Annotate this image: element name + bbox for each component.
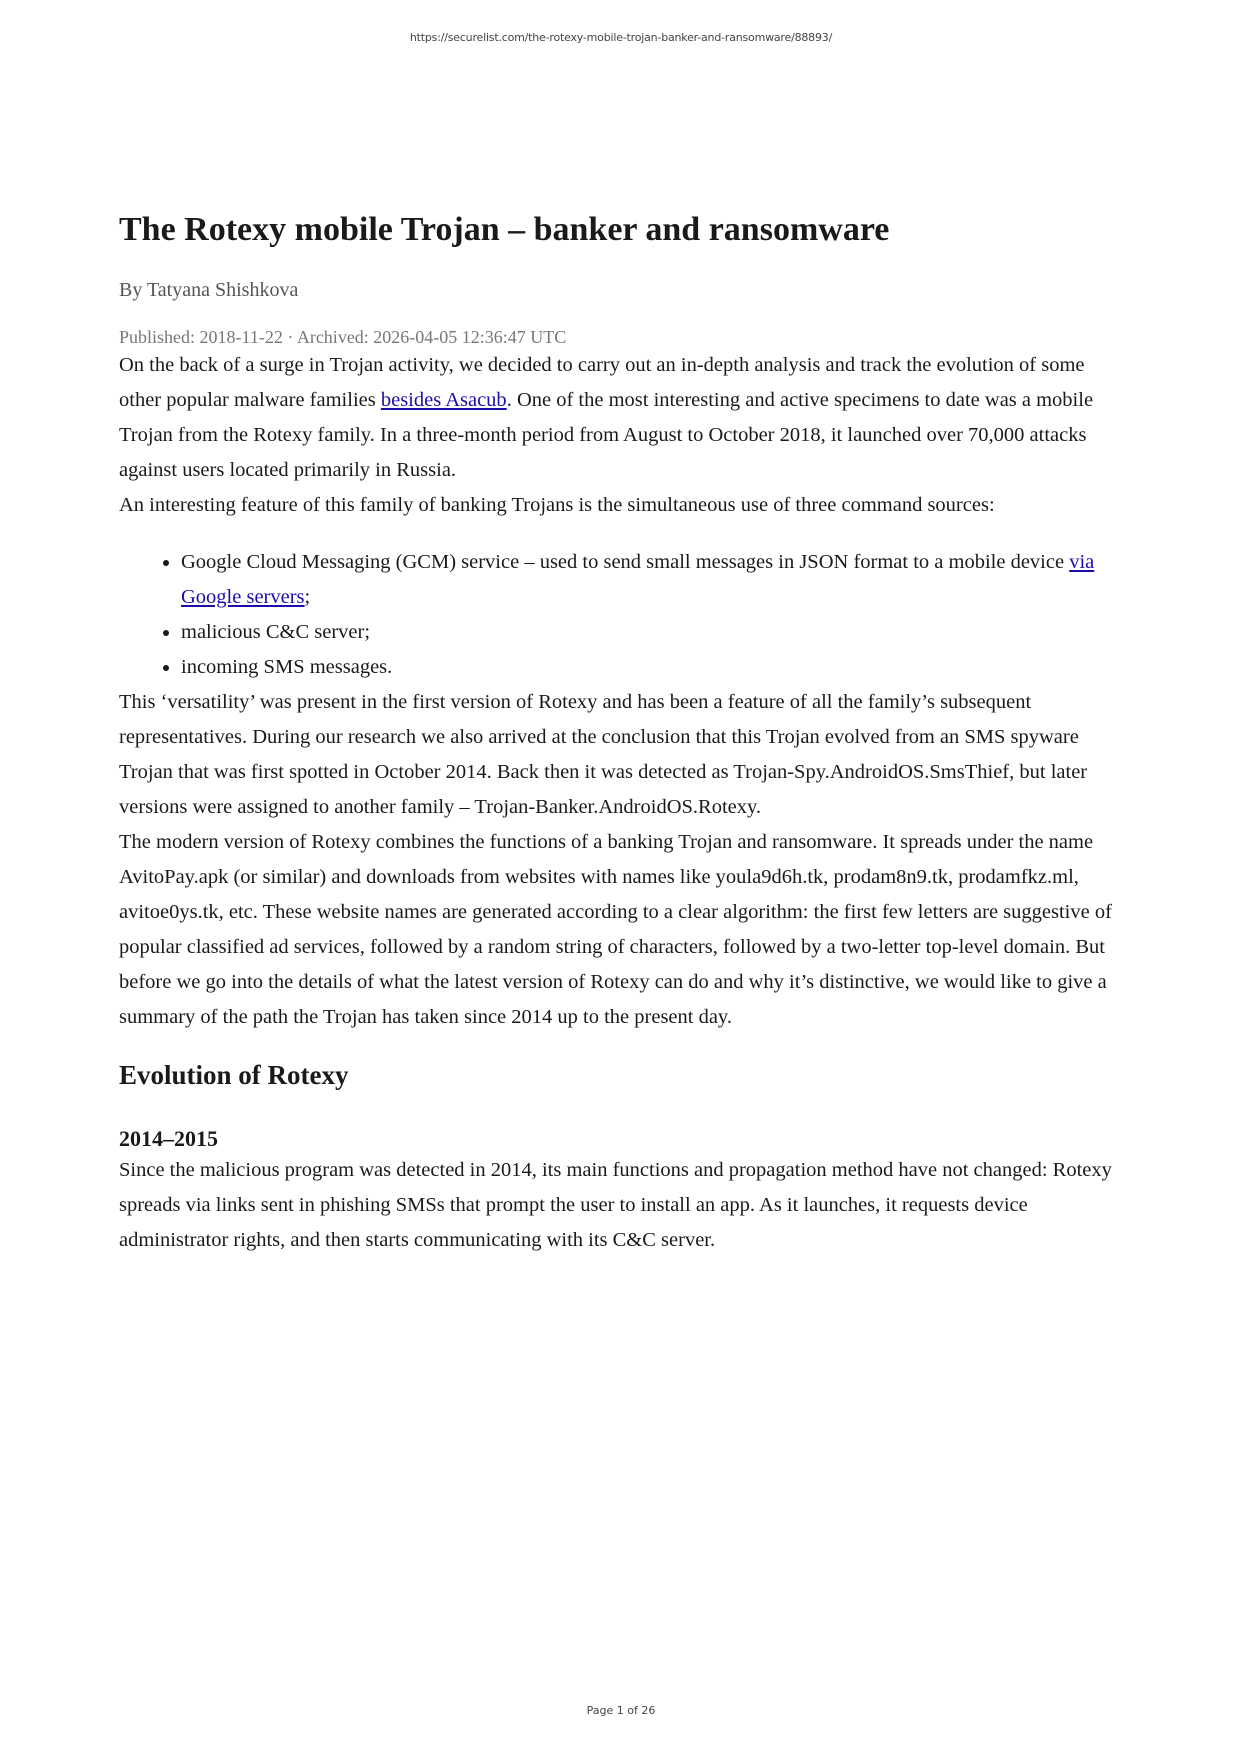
- versatility-paragraph: This ‘versatility’ was present in the first version of Rotexy and has been a feature of all the family’s subsequent representatives. During our research we also arrived at the conclusion that this Trojan evolved from an SMS spyware Trojan that was first spotted in October 2014. Back then it was detected as Trojan-Spy.AndroidOS.SmsThief, but later versions were assigned to another family – Trojan-Banker.AndroidOS.Rotexy.: [119, 691, 1088, 818]
- command-sources-intro: An interesting feature of this family of banking Trojans is the simultaneous use of three command sources:: [119, 494, 995, 516]
- list-item-cnc-server: • malicious C&C server;: [181, 615, 1129, 650]
- article-byline: By Tatyana Shishkova: [119, 279, 299, 301]
- besides-asacub-link[interactable]: besides Asacub: [380, 389, 507, 411]
- gcm-text: Google Cloud Messaging (GCM) service – used to send small messages in JSON format to a mobile device: [181, 551, 1070, 573]
- article-title: The Rotexy mobile Trojan – banker and ransomware: [119, 211, 890, 248]
- intro-text-before-link: On the back of a surge in Trojan activity, we decided to carry out an in-depth analysis and track the evolution of some other popular malware families: [119, 354, 1085, 411]
- subsection-heading-2014-2015: 2014–2015: [119, 1126, 218, 1151]
- propagation-paragraph: Since the malicious program was detected in 2014, its main functions and propagation method have not changed: Rotexy spreads via links sent in phishing SMSs that prompt the user to install an app. As it launches, it requests device administrator rights, and then starts communicating with its C&C server.: [119, 1159, 1112, 1251]
- article-meta: Published: 2018-11-22 · Archived: 2026-04-05 12:36:47 UTC: [119, 327, 567, 347]
- command-sources-list: [119, 545, 1129, 685]
- intro-text-after-link: . One of the most interesting and active specimens to date was a mobile Trojan from the Rotexy family. In a three-month period from August to October 2018, it launched over 70,000 attacks against users located primarily in Russia.: [119, 389, 1094, 481]
- article: [119, 210, 1129, 1258]
- modern-version-paragraph: The modern version of Rotexy combines the functions of a banking Trojan and ransomware. It spreads under the name AvitoPay.apk (or similar) and downloads from websites with names like youla9d6h.tk, prodam8n9.tk, prodamfkz.ml, avitoe0ys.tk, etc. These website names are generated according to a clear algorithm: the first few letters are suggestive of popular classified ad services, followed by a random string of characters, followed by a two-letter top-level domain. But before we go into the details of what the latest version of Rotexy can do and why it’s distinctive, we would like to give a summary of the path the Trojan has taken since 2014 up to the present day.: [119, 831, 1112, 1028]
- gcm-text-end: ;: [304, 586, 311, 608]
- intro-paragraph: [119, 348, 1129, 488]
- page-url-header: https://securelist.com/the-rotexy-mobile-trojan-banker-and-ransomware/88893/: [409, 31, 833, 44]
- list-item-sms: • incoming SMS messages.: [181, 650, 1129, 685]
- section-heading-evolution: Evolution of Rotexy: [119, 1060, 349, 1090]
- list-item-gcm: [181, 545, 1129, 615]
- page-number: Page 1 of 26: [586, 1704, 656, 1717]
- via-google-servers-link[interactable]: via Google servers: [181, 551, 1095, 608]
